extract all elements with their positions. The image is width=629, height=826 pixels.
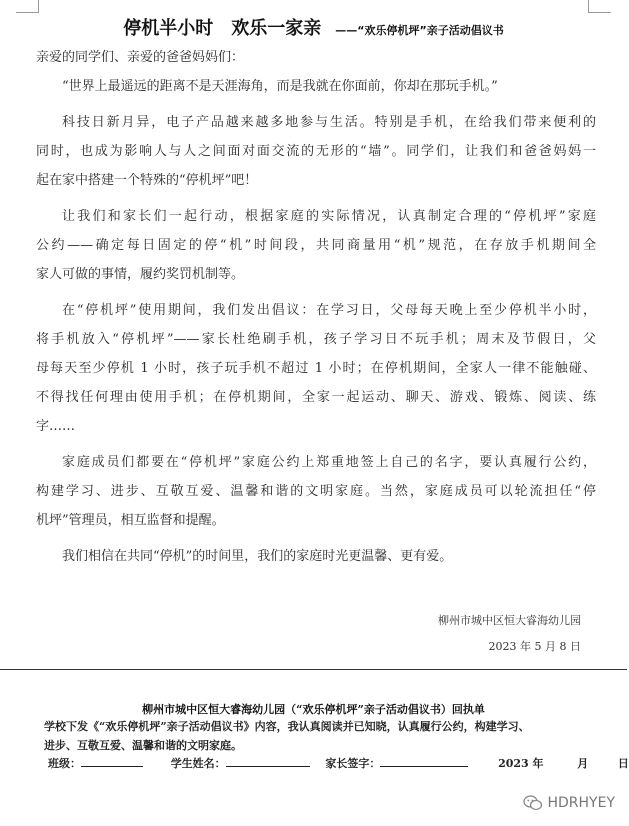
signature-org: 柳州市城中区恒大睿海幼儿园 — [438, 614, 581, 627]
quote: “世界上最遥远的距离不是天涯海角，而是我就在你面前，你却在那玩手机。” — [62, 79, 498, 94]
page-corner-mark-left — [16, 0, 39, 13]
parent-signature-field[interactable] — [380, 754, 468, 767]
class-field[interactable] — [81, 754, 143, 767]
para2-line: 家人可做的事情，履约奖罚机制等。 — [36, 267, 245, 282]
receipt-title: 柳州市城中区恒大睿海幼儿园（“欢乐停机坪”亲子活动倡议书）回执单 — [142, 703, 485, 716]
para3-line: 将手机放入“停机坪”——家长杜绝刷手机，孩子学习日不玩手机；周末及节假日，父 — [36, 332, 596, 347]
para3-line: 母每天至少停机 1 小时，孩子玩手机不超过 1 小时；在停机期间，全家人一律不能触碰、 — [36, 361, 596, 376]
signature-date: 2023 年 5 月 8 日 — [488, 640, 581, 653]
page-corner-mark-right — [588, 0, 611, 13]
document-subtitle: ——“欢乐停机坪”亲子活动倡议书 — [335, 24, 504, 37]
student-name-field[interactable] — [226, 754, 310, 767]
wechat-icon — [523, 795, 543, 811]
greeting: 亲爱的同学们、亲爱的爸爸妈妈们： — [36, 50, 245, 65]
para3-line: 在“停机坪”使用期间，我们发出倡议：在学习日，父母每天晚上至少停机半小时， — [62, 303, 596, 318]
para1-line: 科技日新月异，电子产品越来越多地参与生活。特别是手机，在给我们带来便利的 — [62, 115, 596, 130]
watermark-text: HDRHYEY — [547, 795, 615, 811]
document-header — [0, 14, 627, 40]
receipt-year: 2023 年 — [498, 757, 544, 770]
para1-line: 起在家中搭建一个特殊的“停机坪”吧！ — [36, 173, 258, 188]
receipt-form-row — [48, 754, 629, 771]
watermark — [523, 795, 615, 811]
parent-signature-label: 家长签字： — [325, 757, 381, 770]
student-name-label: 学生姓名： — [170, 757, 226, 770]
receipt-day: 日 — [617, 757, 629, 770]
document-title: 停机半小时 欢乐一家亲 — [123, 18, 322, 39]
para2-line: 让我们和家长们一起行动，根据家庭的实际情况，认真制定合理的“停机坪”家庭 — [62, 209, 596, 224]
receipt-body — [44, 717, 594, 755]
para4-line: 构建学习、进步、互敬互爱、温馨和谐的文明家庭。当然，家庭成员可以轮流担任“停 — [36, 484, 596, 499]
closing: 我们相信在共同“停机”的时间里，我们的家庭时光更温馨、更有爱。 — [62, 549, 453, 564]
class-label: 班级： — [48, 757, 81, 770]
para4-line: 家庭成员们都要在“停机坪”家庭公约上郑重地签上自己的名字，要认真履行公约， — [62, 455, 596, 470]
letter-body — [36, 43, 596, 571]
receipt-month: 月 — [577, 757, 589, 770]
para1-line: 同时，也成为影响人与人之间面对面交流的无形的“墙”。同学们，让我们和爸爸妈妈一 — [36, 144, 596, 159]
para2-line: 公约——确定每日固定的停“机”时间段，共同商量用“机”规范，在存放手机期间全 — [36, 238, 596, 253]
receipt-line: 进步、互敬互爱、温馨和谐的文明家庭。 — [44, 739, 242, 752]
para3-line: 字…… — [36, 419, 76, 434]
para4-line: 机坪”管理员，相互监督和提醒。 — [36, 513, 225, 528]
divider — [0, 669, 627, 670]
receipt-line: 学校下发《“欢乐停机坪”亲子活动倡议书》内容，我认真阅读并已知晓，认真履行公约，构建学习、 — [44, 720, 530, 733]
para3-line: 不得找任何理由使用手机；在停机期间，全家一起运动、聊天、游戏、锻炼、阅读、练 — [36, 390, 596, 405]
